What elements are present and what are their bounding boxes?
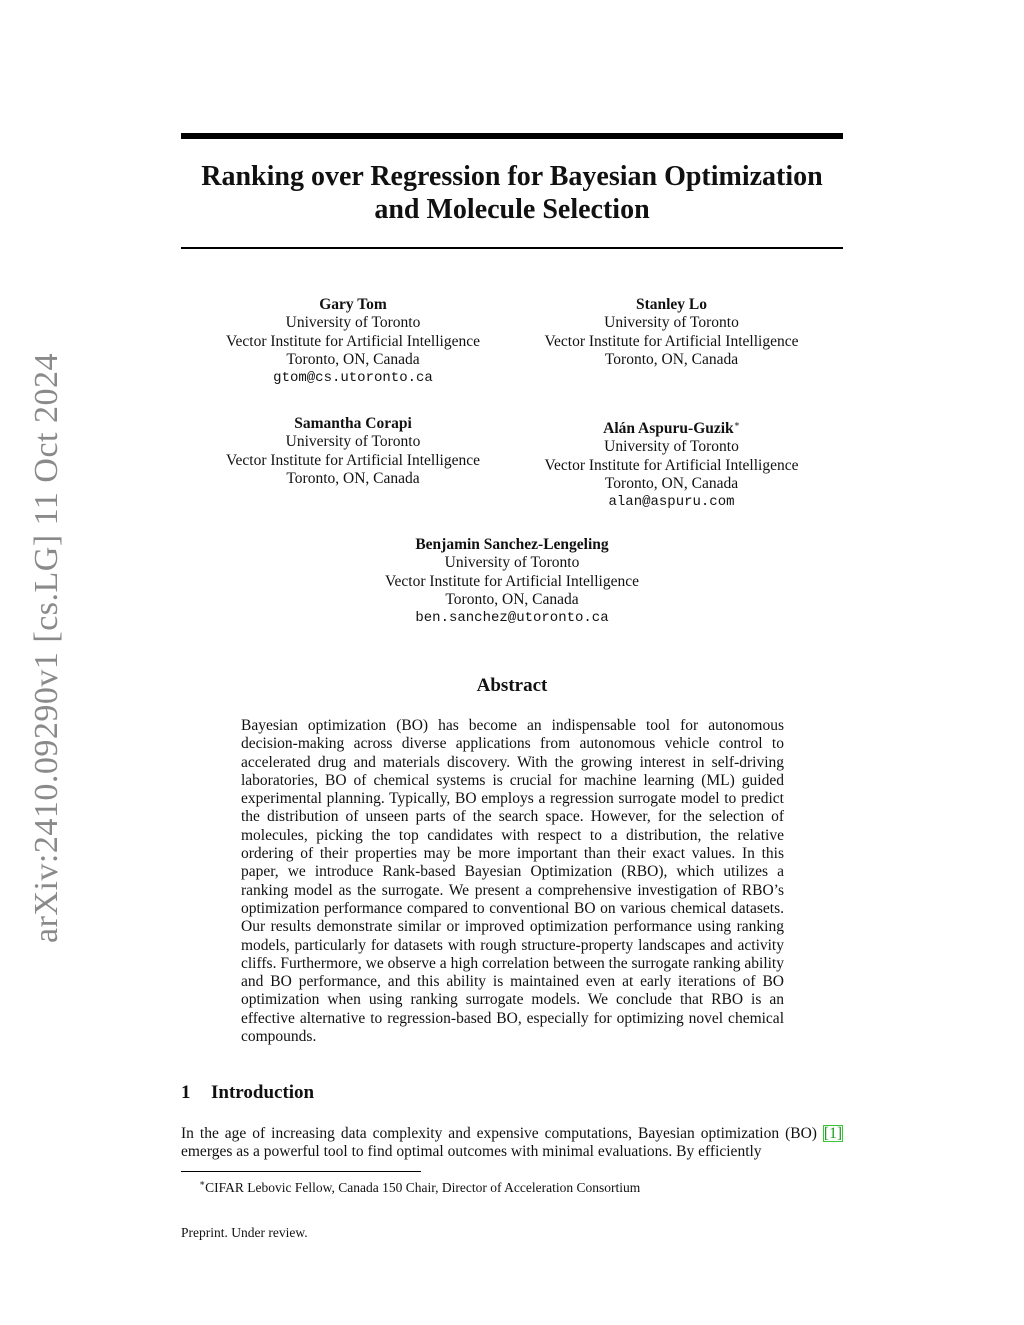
author-block-alan-aspuru-guzik — [500, 415, 843, 512]
author-email[interactable]: ben.sanchez@utoronto.ca — [415, 610, 609, 627]
title-top-rule — [181, 133, 843, 139]
author-affiliation-university: University of Toronto — [285, 314, 421, 332]
footnote — [199, 1175, 640, 1196]
author-affiliation-institute: Vector Institute for Artificial Intelligence — [226, 332, 480, 350]
author-location: Toronto, ON, Canada — [604, 350, 739, 368]
paper-title-line-2: and Molecule Selection — [374, 194, 650, 225]
author-location: Toronto, ON, Canada — [286, 350, 420, 368]
author-affiliation-university: University of Toronto — [285, 433, 421, 451]
intro-text-before-citation: In the age of increasing data complexity and expensive computations, Bayesian optimization (BO) — [181, 1125, 823, 1142]
author-affiliation-university: University of Toronto — [444, 554, 580, 572]
paper-title-line-1: Ranking over Regression for Bayesian Optimization — [201, 161, 823, 192]
author-affiliation-university: University of Toronto — [604, 438, 739, 456]
footnote-rule — [181, 1171, 421, 1172]
paper-title — [181, 160, 843, 226]
author-location: Toronto, ON, Canada — [445, 590, 579, 608]
author-footnote-mark[interactable]: ∗ — [733, 419, 740, 429]
footnote-mark: ∗ — [199, 1178, 206, 1188]
intro-text-after-citation: emerges as a powerful tool to find optimal outcomes with minimal evaluations. By efficiently — [181, 1143, 762, 1161]
author-block-stanley-lo — [500, 296, 843, 369]
abstract-heading: Abstract — [476, 675, 548, 696]
introduction-paragraph — [181, 1125, 843, 1162]
abstract-text: Bayesian optimization (BO) has become an indispensable tool for autonomous decision-making across diverse applications from autonomous vehicle control to accelerated drug and materials discovery. With the growing interest in self-driving laboratories, BO of chemical systems is crucial for machine learning (ML) guided experimental planning. Typically, BO employs a regression surrogate model to predict the distribution of unseen parts of the search space. However, for the selection of molecules, picking the top candidates with respect to a distribution, the relative ordering of their properties may be more important than their exact values. In this paper, we introduce Rank-based Bayesian Optimization (RBO), which utilizes a ranking model as the surrogate. We present a comprehensive investigation of RBO’s optimization performance compared to conventional BO on various chemical datasets. Our results demonstrate similar or improved optimization performance using ranking models, particularly for datasets with rough structure-property landscapes and activity cliffs. Furthermore, we observe a high correlation between the surrogate ranking ability and BO performance, and this ability is maintained even at early iterations of BO optimization when using ranking surrogate models. We conclude that RBO is an effective alternative to regression-based BO, especially for optimizing novel chemical compounds. — [241, 717, 784, 1046]
author-email[interactable]: gtom@cs.utoronto.ca — [273, 370, 433, 387]
author-name-row — [500, 415, 843, 438]
author-affiliation-university: University of Toronto — [604, 314, 739, 332]
author-email[interactable]: alan@aspuru.com — [608, 494, 735, 511]
author-block-gary-tom — [181, 296, 525, 388]
author-location: Toronto, ON, Canada — [604, 474, 739, 492]
author-name: Gary Tom — [319, 296, 387, 313]
preprint-note: Preprint. Under review. — [181, 1225, 308, 1240]
author-affiliation-institute: Vector Institute for Artificial Intelligence — [385, 572, 639, 590]
author-name: Alán Aspuru-Guzik — [603, 420, 734, 437]
citation-link[interactable]: [1] — [823, 1125, 842, 1142]
author-name: Samantha Corapi — [294, 415, 412, 432]
author-name: Stanley Lo — [635, 296, 708, 313]
author-affiliation-institute: Vector Institute for Artificial Intelligence — [544, 332, 799, 350]
author-affiliation-institute: Vector Institute for Artificial Intelligence — [226, 451, 480, 469]
arxiv-identifier-stamp: arXiv:2410.09290v1 [cs.LG] 11 Oct 2024 — [28, 353, 65, 943]
section-heading-introduction — [181, 1082, 314, 1104]
author-location: Toronto, ON, Canada — [286, 469, 420, 487]
author-name: Benjamin Sanchez-Lengeling — [415, 536, 609, 553]
author-affiliation-institute: Vector Institute for Artificial Intelligence — [544, 456, 799, 474]
author-block-samantha-corapi — [181, 415, 525, 488]
section-number: 1 — [181, 1082, 191, 1103]
section-title: Introduction — [211, 1082, 315, 1103]
author-block-benjamin-sanchez-lengeling — [262, 536, 762, 628]
title-bottom-rule — [181, 247, 843, 249]
footnote-text: CIFAR Lebovic Fellow, Canada 150 Chair, Director of Acceleration Consortium — [205, 1180, 641, 1195]
